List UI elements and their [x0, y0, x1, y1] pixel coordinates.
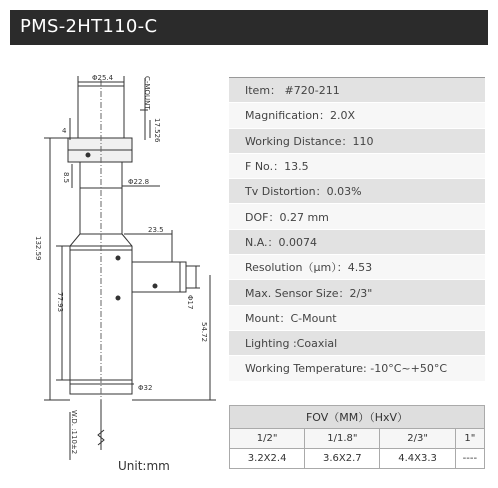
- spec-row: [229, 128, 485, 153]
- lens-drawing: [0, 60, 228, 480]
- fov-table: [229, 405, 485, 469]
- dim-wd: W.D. :110±2: [70, 410, 78, 455]
- dim-8-5: 8.5: [62, 172, 70, 184]
- fov-value: 4.4X3.3: [380, 449, 455, 469]
- title-bar: [10, 10, 488, 45]
- fov-size: 1/1.8": [305, 429, 380, 449]
- dim-54-72: 54.72: [200, 322, 208, 343]
- dim-mount: C-MOUNT: [143, 76, 151, 110]
- spec-row: [229, 305, 485, 330]
- dim-17526: 17.526: [153, 118, 161, 143]
- dim-132-59: 132.59: [34, 236, 42, 261]
- spec-row: [229, 103, 485, 128]
- dim-22-8: Φ22.8: [128, 178, 150, 186]
- spec-f-no: F No.：13.5: [229, 153, 485, 178]
- fov-value: ----: [455, 449, 484, 469]
- spec-row: [229, 255, 485, 280]
- spec-row: [229, 204, 485, 229]
- spec-item: Item： #720-211: [229, 78, 485, 103]
- spec-row: [229, 356, 485, 381]
- spec-row: [229, 153, 485, 178]
- dim-23-5: 23.5: [148, 226, 164, 234]
- spec-magnification: Magnification：2.0X: [229, 103, 485, 128]
- spec-max-sensor: Max. Sensor Size：2/3": [229, 280, 485, 305]
- spec-working-temperature: Working Temperature: -10°C~+50°C: [229, 356, 485, 381]
- spec-resolution: Resolution（μm）：4.53: [229, 255, 485, 280]
- unit-label: Unit:mm: [118, 459, 170, 473]
- dim-77-93: 77.93: [56, 292, 64, 313]
- spec-working-distance: Working Distance：110: [229, 128, 485, 153]
- spec-row: [229, 229, 485, 254]
- spec-row: [229, 280, 485, 305]
- spec-tv-distortion: Tv Distortion：0.03%: [229, 179, 485, 204]
- spec-na: N.A.：0.0074: [229, 229, 485, 254]
- page-title: PMS-2HT110-C: [20, 16, 158, 37]
- fov-value: 3.2X2.4: [230, 449, 305, 469]
- coaxial-arm: [132, 262, 186, 292]
- fov-size: 1": [455, 429, 484, 449]
- dim-4: 4: [62, 127, 67, 135]
- fov-header: FOV（MM）（HxV）: [230, 406, 485, 429]
- spec-row: [229, 78, 485, 103]
- spec-dof: DOF：0.27 mm: [229, 204, 485, 229]
- dim-top-width: Φ25.4: [92, 74, 114, 82]
- fov-size: 2/3": [380, 429, 455, 449]
- spec-lighting: Lighting :Coaxial: [229, 330, 485, 355]
- dim-32: Φ32: [138, 384, 153, 392]
- spec-row: [229, 330, 485, 355]
- spec-mount: Mount：C-Mount: [229, 305, 485, 330]
- dim-17: Φ17: [186, 295, 194, 310]
- spec-table: [229, 77, 485, 382]
- spec-row: [229, 179, 485, 204]
- fov-value: 3.6X2.7: [305, 449, 380, 469]
- fov-size: 1/2": [230, 429, 305, 449]
